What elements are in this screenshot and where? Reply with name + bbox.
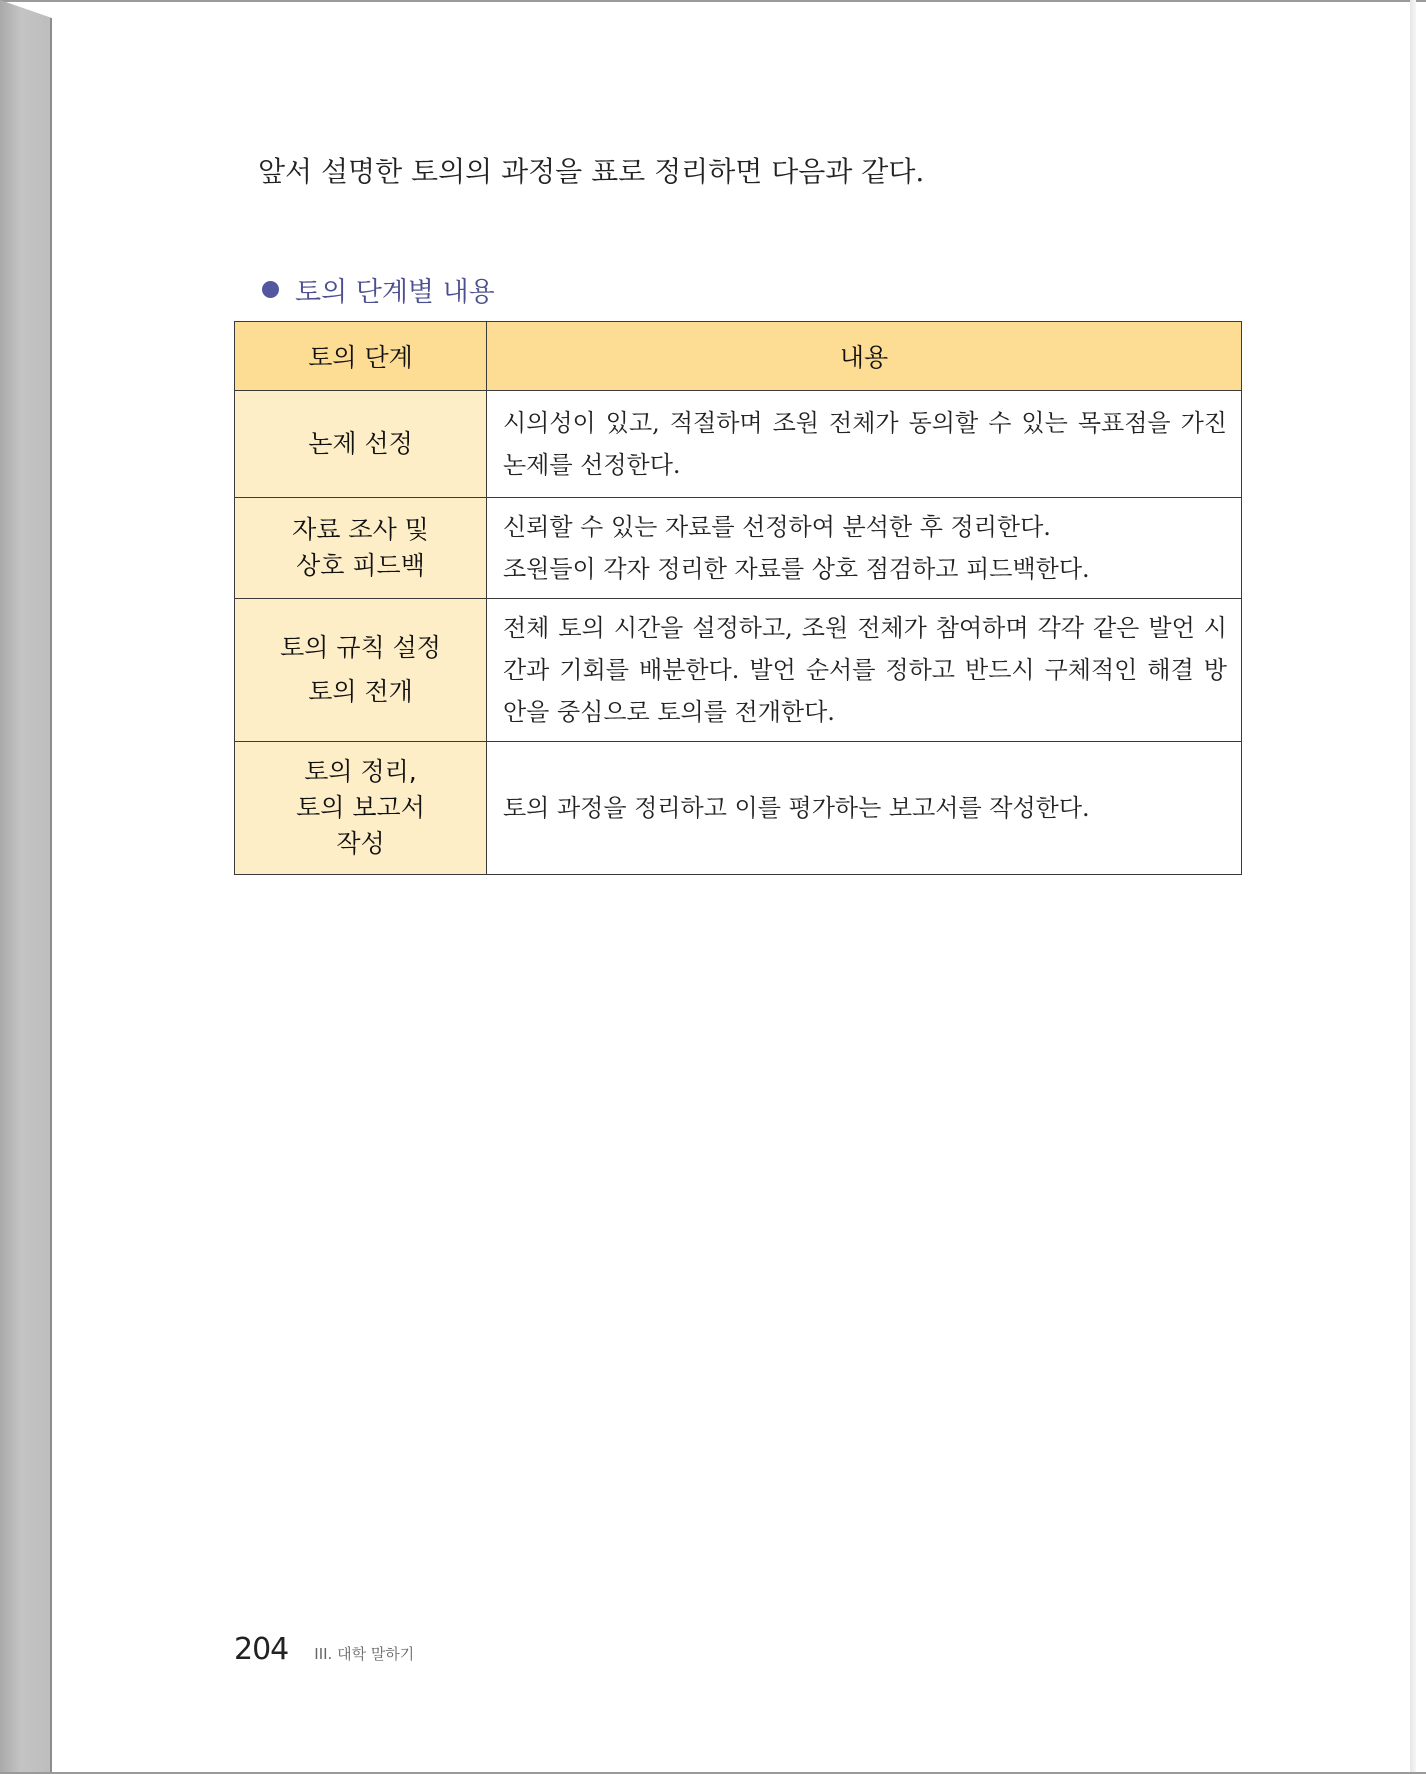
page-left-edge	[0, 0, 52, 1774]
intro-paragraph: 앞서 설명한 토의의 과정을 표로 정리하면 다음과 같다.	[258, 155, 925, 188]
page-right-edge	[1410, 0, 1416, 1774]
content-cell	[487, 498, 1242, 599]
stage-line: 자료 조사 및	[292, 515, 429, 544]
section-heading-text: 토의 단계별 내용	[295, 277, 495, 308]
section-heading	[262, 270, 495, 309]
page-left-edge-line	[50, 18, 52, 1774]
header-stage: 토의 단계	[235, 322, 487, 391]
table-row	[235, 391, 1242, 498]
content-line: 조원들이 각자 정리한 자료를 상호 점검하고 피드백한다.	[503, 555, 1090, 583]
stage-line: 논제 선정	[308, 429, 413, 458]
content-cell	[487, 599, 1242, 742]
stage-line: 상호 피드백	[296, 551, 425, 580]
stage-line: 토의 전개	[308, 677, 413, 706]
stage-line: 토의 보고서	[296, 793, 425, 822]
content-cell	[487, 391, 1242, 498]
stage-cell	[235, 742, 487, 875]
table-row	[235, 742, 1242, 875]
page-number: 204	[234, 1632, 289, 1667]
bullet-icon	[262, 281, 279, 298]
page-footer	[234, 1632, 414, 1667]
stage-cell	[235, 498, 487, 599]
content-line: 시의성이 있고, 적절하며 조원 전체가 동의할 수 있는 목표점을 가진 논제를 선정한다.	[503, 409, 1227, 479]
page-top-border	[0, 0, 1426, 2]
content-cell	[487, 742, 1242, 875]
stage-line: 작성	[336, 829, 385, 858]
content-line: 토의 과정을 정리하고 이를 평가하는 보고서를 작성한다.	[503, 794, 1090, 822]
stage-line: 토의 규칙 설정	[280, 633, 441, 662]
content-line: 신뢰할 수 있는 자료를 선정하여 분석한 후 정리한다.	[503, 513, 1051, 541]
chapter-label: III. 대학 말하기	[314, 1645, 415, 1663]
table-header-row	[235, 322, 1242, 391]
stage-cell	[235, 599, 487, 742]
table-row	[235, 599, 1242, 742]
content-line: 전체 토의 시간을 설정하고, 조원 전체가 참여하며 각각 같은 발언 시간과 기회를 배분한다. 발언 순서를 정하고 반드시 구체적인 해결 방안을 중심으로 토의를 전개한다.	[503, 614, 1227, 726]
discussion-stage-table	[234, 321, 1242, 875]
stage-cell	[235, 391, 487, 498]
stage-line: 토의 정리,	[304, 757, 417, 786]
table-row	[235, 498, 1242, 599]
header-content: 내용	[487, 322, 1242, 391]
